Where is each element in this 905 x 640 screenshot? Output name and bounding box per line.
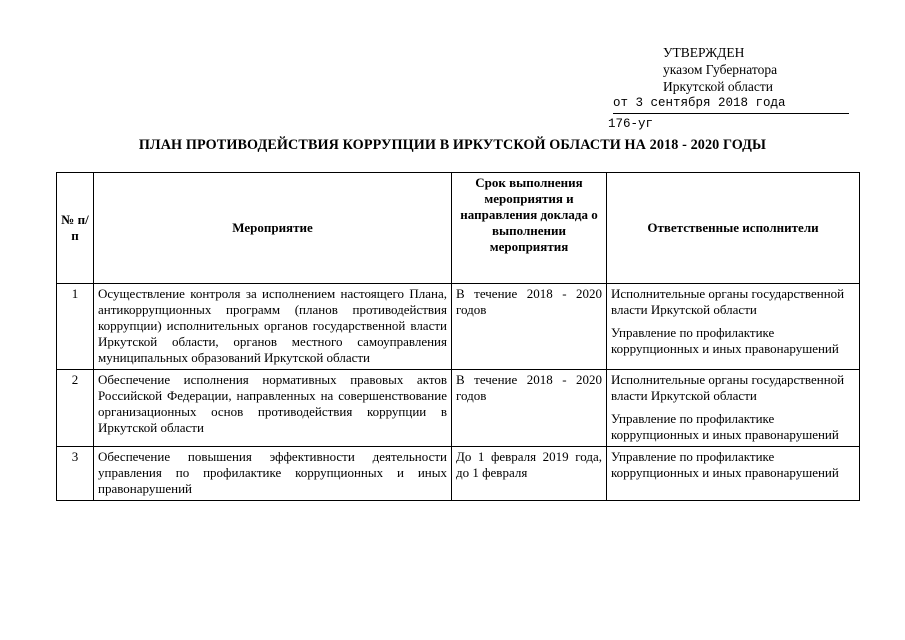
table-row: [57, 370, 860, 447]
row-num: 3: [57, 447, 94, 501]
header-deadline: Срок выполнения мероприятия и направления доклада о выполнении мероприятия: [452, 173, 607, 284]
row-num: 2: [57, 370, 94, 447]
responsible-item: Управление по профилактике коррупционных и иных правонарушений: [611, 449, 839, 480]
responsible-item: Управление по профилактике коррупционных и иных правонарушений: [611, 411, 839, 442]
table-header-row: [57, 173, 860, 284]
row-deadline: В течение 2018 - 2020 годов: [452, 284, 607, 370]
approval-heading: УТВЕРЖДЕН: [663, 45, 745, 60]
approval-region: Иркутской области: [663, 79, 774, 94]
row-responsible: [607, 284, 860, 370]
row-num: 1: [57, 284, 94, 370]
approval-stamp: [608, 44, 849, 133]
document-title: ПЛАН ПРОТИВОДЕЙСТВИЯ КОРРУПЦИИ В ИРКУТСКОЙ ОБЛАСТИ НА 2018 - 2020 ГОДЫ: [138, 137, 767, 153]
approval-decree: указом Губернатора: [663, 62, 778, 77]
row-responsible: [607, 447, 860, 501]
approval-number: 176-уг: [608, 117, 654, 131]
header-responsible: Ответственные исполнители: [607, 173, 860, 284]
row-deadline: В течение 2018 - 2020 годов: [452, 370, 607, 447]
header-num: № п/п: [57, 173, 94, 284]
row-responsible: [607, 370, 860, 447]
row-event: Осуществление контроля за исполнением настоящего Плана, антикоррупционных программ (планов противодействия коррупции) исполнительных органов государственной власти Иркутской области, органов местного самоуправления муниципальных образований Иркутской области: [94, 284, 452, 370]
row-event: Обеспечение исполнения нормативных правовых актов Российской Федерации, направленных на совершенствование организационных основ противодействия коррупции в Иркутской области: [94, 370, 452, 447]
responsible-item: Исполнительные органы государственной власти Иркутской области: [611, 372, 845, 403]
table-row: [57, 447, 860, 501]
header-event: Мероприятие: [94, 173, 452, 284]
approval-date: от 3 сентября 2018 года: [613, 95, 849, 114]
plan-table: [56, 172, 860, 501]
responsible-item: Исполнительные органы государственной власти Иркутской области: [611, 286, 845, 317]
row-deadline: До 1 февраля 2019 года, до 1 февраля: [452, 447, 607, 501]
table-row: [57, 284, 860, 370]
responsible-item: Управление по профилактике коррупционных и иных правонарушений: [611, 325, 839, 356]
row-event: Обеспечение повышения эффективности деятельности управления по профилактике коррупционных и иных правонарушений: [94, 447, 452, 501]
